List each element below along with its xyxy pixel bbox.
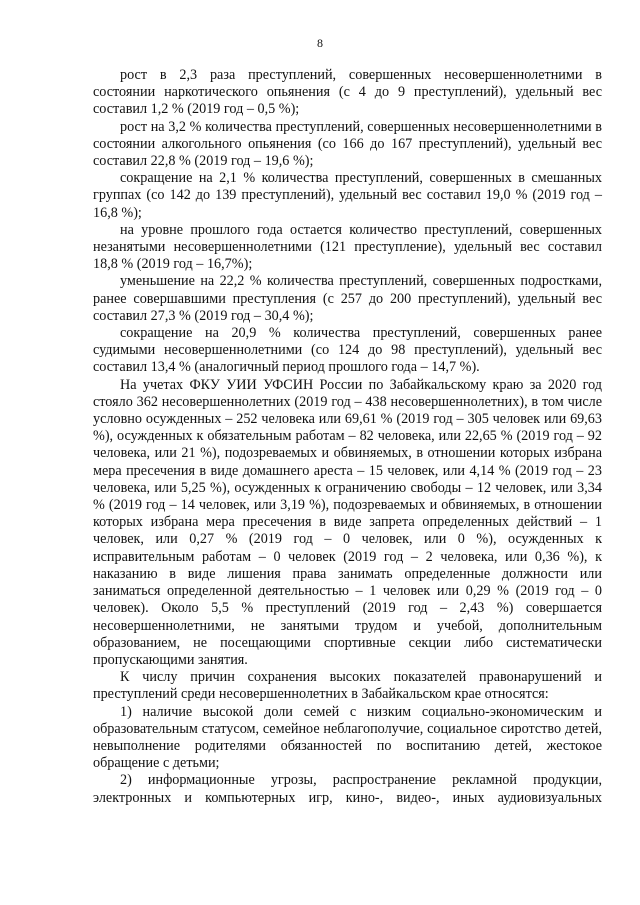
paragraph-alcohol-crimes: рост на 3,2 % количества преступлений, совершенных несовершеннолетними в состоянии алкогольного опьянения (со 166 до 167 преступлений), удельный вес составил 22,8 % (2019 год – 19,6 %); <box>93 118 602 170</box>
paragraph-repeat-offenders: уменьшение на 22,2 % количества преступлений, совершенных подростками, ранее совершавшими преступления (с 257 до 200 преступлений), удельный вес составил 27,3 % (2019 год – 30,4 %); <box>93 273 602 324</box>
paragraph-unemployed-crimes: на уровне прошлого года остается количество преступлений, совершенных незанятыми несовершеннолетними (121 преступление), удельный вес составил 18,8 % (2019 год – 16,7%); <box>93 221 602 273</box>
page-number: 8 <box>317 36 323 50</box>
paragraph-cause-2: 2) информационные угрозы, распространение рекламной продукции, электронных и компьютерных игр, кино-, видео-, иных аудиовизуальных <box>93 772 602 806</box>
paragraph-narcotic-crimes: рост в 2,3 раза преступлений, совершенных несовершеннолетними в состоянии наркотического опьянения (с 4 до 9 преступлений), удельный вес составил 1,2 % (2019 год – 0,5 %); <box>93 67 602 118</box>
paragraph-group-crimes: сокращение на 2,1 % количества преступлений, совершенных в смешанных группах (со 142 до 139 преступлений), удельный вес составил 19,0 % (2019 год – 16,8 %); <box>93 170 602 221</box>
paragraph-convicted-minors: сокращение на 20,9 % количества преступлений, совершенных ранее судимыми несовершеннолетними (со 124 до 98 преступлений), удельный вес составил 13,4 % (аналогичный период прошлого года – 14,7 %). <box>93 325 602 376</box>
paragraph-causes-intro: К числу причин сохранения высоких показателей правонарушений и преступлений среди несовершеннолетних в Забайкальском крае относятся: <box>93 669 602 703</box>
paragraph-cause-1: 1) наличие высокой доли семей с низким социально-экономическим и образовательным статусом, семейное неблагополучие, социальное сиротство детей, невыполнение родителями обязанностей по воспитанию детей, жестокое обращение с детьми; <box>93 703 602 772</box>
paragraph-uii-registry: На учетах ФКУ УИИ УФСИН России по Забайкальскому краю за 2020 год стояло 362 несовершеннолетних (2019 год – 438 несовершеннолетних), в том числе условно осужденных – 252 человека или 69,61 % (2019 год – 305 человек или 69,63 %), осужденных к обязательным работам – 82 человека, или 22,65 % (2019 год – 92 человека, или 21 %), подозреваемых и обвиняемых, в отношении которых избрана мера пресечения в виде домашнего ареста – 15 человек, или 4,14 % (2019 год – 23 человека, или 5,25 %), осужденных к ограничению свободы – 12 человек, или 3,34 % (2019 год – 14 человек, или 3,19 %), подозреваемых и обвиняемых, в отношении которых избрана мера пресечения в виде запрета определенных действий – 1 человек, или 0,27 % (2019 год – 0 человек, или 0 %), осужденных к исправительным работам – 0 человек (2019 год – 2 человека, или 0,36 %), к наказанию в виде лишения права занимать определенные должности или заниматься определенной деятельностью – 1 человек или 0,29 % (2019 год – 0 человек). Около 5,5 % преступлений (2019 год – 2,43 %) совершается несовершеннолетними, не занятыми трудом и учебой, дополнительным образованием, не посещающими спортивные секции либо систематически пропускающими занятия. <box>93 376 602 668</box>
